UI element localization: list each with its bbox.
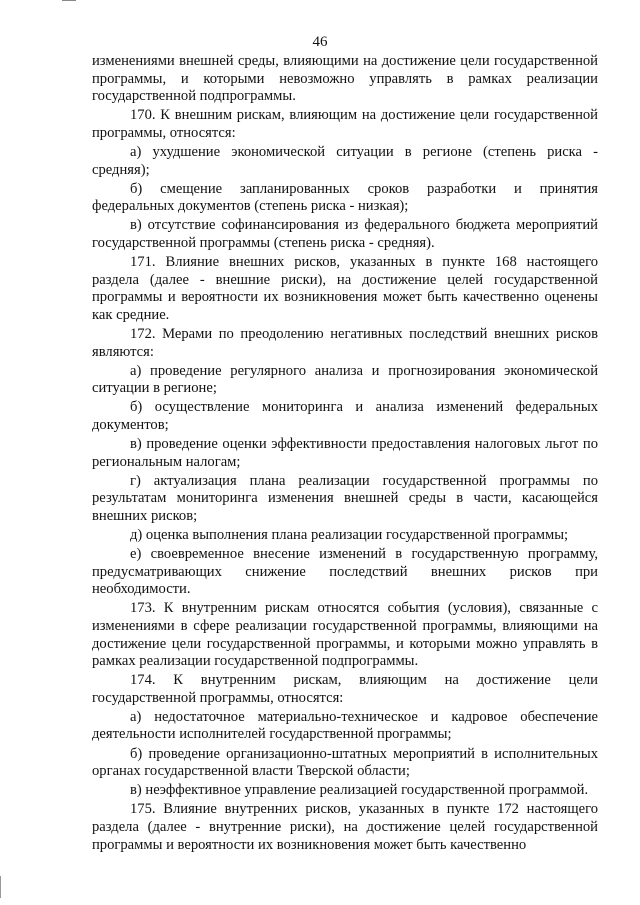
paragraph: а) недостаточное материально-техническое и кадровое обеспечение деятельности исполнителей государственной программы; (92, 708, 598, 743)
paragraph: б) осуществление мониторинга и анализа изменений федеральных документов; (92, 399, 598, 433)
scan-edge-mark (62, 0, 76, 4)
paragraph: а) проведение регулярного анализа и прогнозирования экономической ситуации в регионе; (92, 362, 598, 397)
paragraph: г) актуализация плана реализации государственной программы по результатам мониторинга изменения внешней среды в части, касающейся внешних рисков; (92, 472, 598, 524)
paragraph: 173. К внутренним рискам относятся события (условия), связанные с изменениями в сфере реализации государственной программы, влияющими на достижение цели государственной программы, и которыми можно управлять в рамках реализации государственной подпрограммы. (92, 600, 598, 670)
paragraph: 172. Мерами по преодолению негативных последствий внешних рисков являются: (92, 325, 598, 360)
paragraph: изменениями внешней среды, влияющими на достижение цели государственной программы, и которыми невозможно управлять в рамках реализации государственной подпрограммы. (92, 53, 598, 105)
paragraph: в) отсутствие софинансирования из федерального бюджета мероприятий государственной программы (степень риска - средняя). (92, 217, 598, 251)
paragraph: д) оценка выполнения плана реализации государственной программы; (130, 526, 569, 543)
paragraph: в) проведение оценки эффективности предоставления налоговых льгот по региональным налогам; (92, 435, 598, 470)
paragraph: 175. Влияние внутренних рисков, указанных в пункте 172 настоящего раздела (далее - внутренние риски), на достижение целей государственной программы и вероятности их возникновения может быть качественно (92, 801, 598, 853)
paragraph: 170. К внешним рискам, влияющим на достижение цели государственной программы, относятся: (92, 107, 598, 141)
paragraph: 174. К внутренним рискам, влияющим на достижение цели государственной программы, относятся: (92, 672, 598, 706)
paragraph: б) проведение организационно-штатных мероприятий в исполнительных органах государственной власти Тверской области; (92, 745, 598, 780)
paragraph: 171. Влияние внешних рисков, указанных в пункте 168 настоящего раздела (далее - внешние риски), на достижение целей государственной программы и вероятности их возникновения может быть качественно оценены как средние. (92, 254, 598, 323)
document-body (92, 53, 598, 856)
paragraph: в) неэффективное управление реализацией государственной программой. (130, 782, 589, 799)
paragraph: е) своевременное внесение изменений в государственную программу, предусматривающих снижение последствий внешних рисков при необходимости. (92, 546, 598, 598)
paragraph: б) смещение запланированных сроков разработки и принятия федеральных документов (степень риска - низкая); (92, 180, 598, 215)
paragraph: а) ухудшение экономической ситуации в регионе (степень риска - средняя); (92, 143, 598, 178)
scan-margin-mark (0, 876, 4, 898)
page-number: 46 (312, 34, 328, 50)
